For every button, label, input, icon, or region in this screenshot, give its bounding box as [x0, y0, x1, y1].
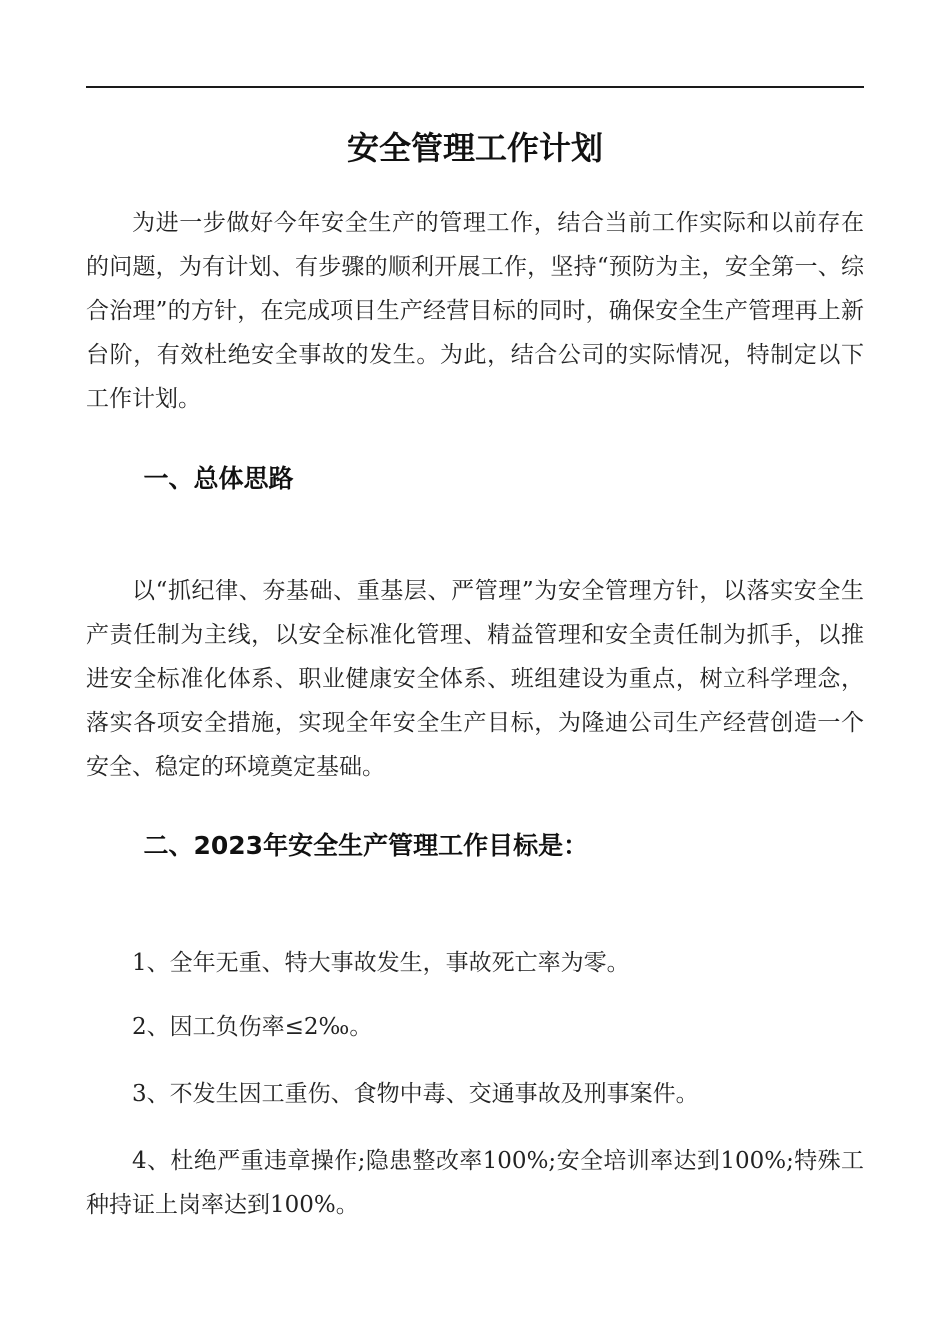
- section-heading-overall-approach: 一、总体思路: [143, 464, 294, 493]
- goal-item: 3、不发生因工重伤、食物中毒、交通事故及刑事案件。: [132, 1081, 699, 1107]
- section-heading-goals: 二、2023年安全生产管理工作目标是：: [143, 831, 589, 860]
- document-title: 安全管理工作计划: [346, 129, 603, 167]
- intro-paragraph: 为进一步做好今年安全生产的管理工作，结合当前工作实际和以前存在的问题，为有计划、有步骤的顺利开展工作，坚持“预防为主，安全第一、综合治理”的方针，在完成项目生产经营目标的同时，确保安全生产管理再上新台阶，有效杜绝安全事故的发生。为此，结合公司的实际情况，特制定以下工作计划。: [86, 210, 864, 412]
- goal-item: 4、杜绝严重违章操作;隐患整改率100%;安全培训率达到100%;特殊工种持证上岗率达到100%。: [86, 1148, 864, 1218]
- goal-item: 2、因工负伤率≤2‰。: [132, 1014, 373, 1040]
- overall-approach-paragraph: 以“抓纪律、夯基础、重基层、严管理”为安全管理方针，以落实安全生产责任制为主线，以安全标准化管理、精益管理和安全责任制为抓手，以推进安全标准化体系、职业健康安全体系、班组建设为重点，树立科学理念，落实各项安全措施，实现全年安全生产目标，为隆迪公司生产经营创造一个安全、稳定的环境奠定基础。: [86, 578, 864, 780]
- header-rule: [86, 86, 864, 88]
- goal-item: 1、全年无重、特大事故发生，事故死亡率为零。: [132, 950, 630, 976]
